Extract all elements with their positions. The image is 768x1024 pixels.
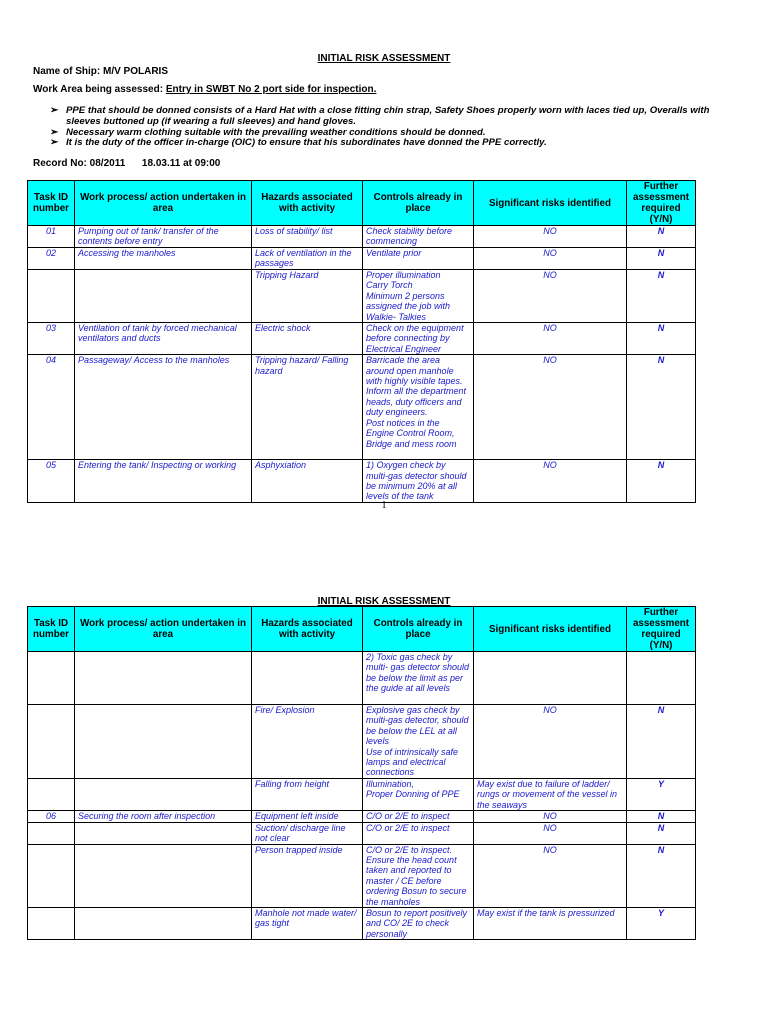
further-cell: N xyxy=(627,705,696,779)
header-controls: Controls already in place xyxy=(363,181,474,226)
further-cell: Y xyxy=(627,908,696,940)
risk-cell: May exist if the tank is pressurized xyxy=(474,908,627,940)
task-id-cell xyxy=(28,705,75,779)
work-process-cell: Ventilation of tank by forced mechanical ventilators and ducts xyxy=(75,323,252,355)
task-id-cell xyxy=(28,779,75,811)
work-process-cell: Passageway/ Access to the manholes xyxy=(75,355,252,460)
task-id-cell xyxy=(28,652,75,705)
work-area-label: Work Area being assessed: xyxy=(33,84,166,95)
ppe-bullet-list xyxy=(50,106,730,149)
table-row xyxy=(28,779,696,811)
risk-cell: NO xyxy=(474,355,627,460)
table-row xyxy=(28,652,696,705)
controls-cell: Check on the equipment before connecting by Electrical Engineer xyxy=(363,323,474,355)
table-header-row xyxy=(28,607,696,652)
table-row xyxy=(28,270,696,323)
table-row xyxy=(28,844,696,907)
task-id-cell xyxy=(28,822,75,844)
controls-cell: Ventilate prior xyxy=(363,248,474,270)
table-header-row xyxy=(28,181,696,226)
work-area xyxy=(33,84,376,95)
header-task-id: Task ID number xyxy=(28,607,75,652)
controls-cell: Explosive gas check by multi-gas detector, should be below the LEL at all levels Use of intrinsically safe lamps and electrical connections xyxy=(363,705,474,779)
task-id-cell: 05 xyxy=(28,460,75,503)
header-hazards: Hazards associated with activity xyxy=(252,181,363,226)
table-row xyxy=(28,811,696,822)
header-work-process: Work process/ action undertaken in area xyxy=(75,181,252,226)
header-controls: Controls already in place xyxy=(363,607,474,652)
risk-cell: NO xyxy=(474,226,627,248)
controls-cell: Bosun to report positively and CO/ 2E to check personally xyxy=(363,908,474,940)
work-process-cell xyxy=(75,908,252,940)
header-task-id: Task ID number xyxy=(28,181,75,226)
further-cell: N xyxy=(627,811,696,822)
controls-cell: 2) Toxic gas check by multi- gas detector should be below the limit as per the guide at all levels xyxy=(363,652,474,705)
table-row xyxy=(28,705,696,779)
work-process-cell xyxy=(75,779,252,811)
table-row xyxy=(28,226,696,248)
controls-cell: Barricade the area around open manhole with highly visible tapes. Inform all the department heads, duty officers and duty engineers. Post notices in the Engine Control Room, Bridge and mess room xyxy=(363,355,474,460)
work-process-cell xyxy=(75,705,252,779)
work-process-cell xyxy=(75,822,252,844)
controls-cell: 1) Oxygen check by multi-gas detector should be minimum 20% at all levels of the tank xyxy=(363,460,474,503)
bullet-item: ➢ Necessary warm clothing suitable with the prevailing weather conditions should be donned. xyxy=(50,128,730,139)
further-cell: N xyxy=(627,248,696,270)
bullet-item: ➢ It is the duty of the officer in-charge (OIC) to ensure that his subordinates have donned the PPE correctly. xyxy=(50,138,730,149)
hazard-cell: Person trapped inside xyxy=(252,844,363,907)
table-row xyxy=(28,248,696,270)
task-id-cell: 02 xyxy=(28,248,75,270)
controls-cell: Check stability before commencing xyxy=(363,226,474,248)
record-number: Record No: 08/2011 18.03.11 at 09:00 xyxy=(33,158,221,169)
controls-cell: Proper illumination Carry Torch Minimum 2 persons assigned the job with Walkie- Talkies xyxy=(363,270,474,323)
controls-cell: C/O or 2/E to inspect xyxy=(363,811,474,822)
hazard-cell xyxy=(252,652,363,705)
hazard-cell: Equipment left inside xyxy=(252,811,363,822)
task-id-cell xyxy=(28,844,75,907)
page-number: 1 xyxy=(381,500,387,511)
risk-cell: NO xyxy=(474,248,627,270)
work-process-cell: Entering the tank/ Inspecting or working xyxy=(75,460,252,503)
header-further-assessment: Further assessment required (Y/N) xyxy=(627,181,696,226)
header-further-assessment: Further assessment required (Y/N) xyxy=(627,607,696,652)
hazard-cell: Asphyxiation xyxy=(252,460,363,503)
controls-cell: C/O or 2/E to inspect xyxy=(363,822,474,844)
further-cell: N xyxy=(627,822,696,844)
hazard-cell: Falling from height xyxy=(252,779,363,811)
header-hazards: Hazards associated with activity xyxy=(252,607,363,652)
ship-name: Name of Ship: M/V POLARIS xyxy=(33,66,169,77)
work-process-cell: Accessing the manholes xyxy=(75,248,252,270)
risk-cell: NO xyxy=(474,822,627,844)
risk-cell: NO xyxy=(474,270,627,323)
work-process-cell: Pumping out of tank/ transfer of the contents before entry xyxy=(75,226,252,248)
work-area-value: Entry in SWBT No 2 port side for inspection. xyxy=(165,84,377,95)
hazard-cell: Lack of ventilation in the passages xyxy=(252,248,363,270)
work-process-cell: Securing the room after inspection xyxy=(75,811,252,822)
risk-table-1 xyxy=(27,180,696,503)
bullet-item: ➢ PPE that should be donned consists of a Hard Hat with a close fitting chin strap, Safety Shoes properly worn with laces tied up, Overalls with sleeves buttoned up (if wearing a full sleeves) and hand gloves. xyxy=(50,106,730,128)
risk-cell: NO xyxy=(474,323,627,355)
page-title-2: INITIAL RISK ASSESSMENT xyxy=(317,596,451,607)
task-id-cell xyxy=(28,908,75,940)
task-id-cell: 01 xyxy=(28,226,75,248)
table-row xyxy=(28,355,696,460)
table-row xyxy=(28,323,696,355)
further-cell: Y xyxy=(627,779,696,811)
hazard-cell: Electric shock xyxy=(252,323,363,355)
page-title: INITIAL RISK ASSESSMENT xyxy=(317,53,451,64)
task-id-cell: 04 xyxy=(28,355,75,460)
work-process-cell xyxy=(75,652,252,705)
risk-cell xyxy=(474,652,627,705)
risk-cell: NO xyxy=(474,460,627,503)
hazard-cell: Tripping hazard/ Falling hazard xyxy=(252,355,363,460)
risk-cell: NO xyxy=(474,705,627,779)
hazard-cell: Suction/ discharge line not clear xyxy=(252,822,363,844)
risk-table-2 xyxy=(27,606,696,940)
further-cell: N xyxy=(627,270,696,323)
task-id-cell: 06 xyxy=(28,811,75,822)
hazard-cell: Loss of stability/ list xyxy=(252,226,363,248)
further-cell: N xyxy=(627,844,696,907)
work-process-cell xyxy=(75,844,252,907)
table-row xyxy=(28,822,696,844)
table-row xyxy=(28,460,696,503)
further-cell: N xyxy=(627,355,696,460)
hazard-cell: Fire/ Explosion xyxy=(252,705,363,779)
task-id-cell: 03 xyxy=(28,323,75,355)
header-risks: Significant risks identified xyxy=(474,181,627,226)
header-work-process: Work process/ action undertaken in area xyxy=(75,607,252,652)
table-row xyxy=(28,908,696,940)
risk-cell: NO xyxy=(474,811,627,822)
header-risks: Significant risks identified xyxy=(474,607,627,652)
risk-cell: May exist due to failure of ladder/ rungs or movement of the vessel in the seaways xyxy=(474,779,627,811)
hazard-cell: Tripping Hazard xyxy=(252,270,363,323)
task-id-cell xyxy=(28,270,75,323)
controls-cell: Illumination, Proper Donning of PPE xyxy=(363,779,474,811)
further-cell: N xyxy=(627,226,696,248)
risk-cell: NO xyxy=(474,844,627,907)
further-cell: N xyxy=(627,323,696,355)
further-cell xyxy=(627,652,696,705)
work-process-cell xyxy=(75,270,252,323)
hazard-cell: Manhole not made water/ gas tight xyxy=(252,908,363,940)
controls-cell: C/O or 2/E to inspect. Ensure the head count taken and reported to master / CE before ordering Bosun to secure the manholes xyxy=(363,844,474,907)
further-cell: N xyxy=(627,460,696,503)
